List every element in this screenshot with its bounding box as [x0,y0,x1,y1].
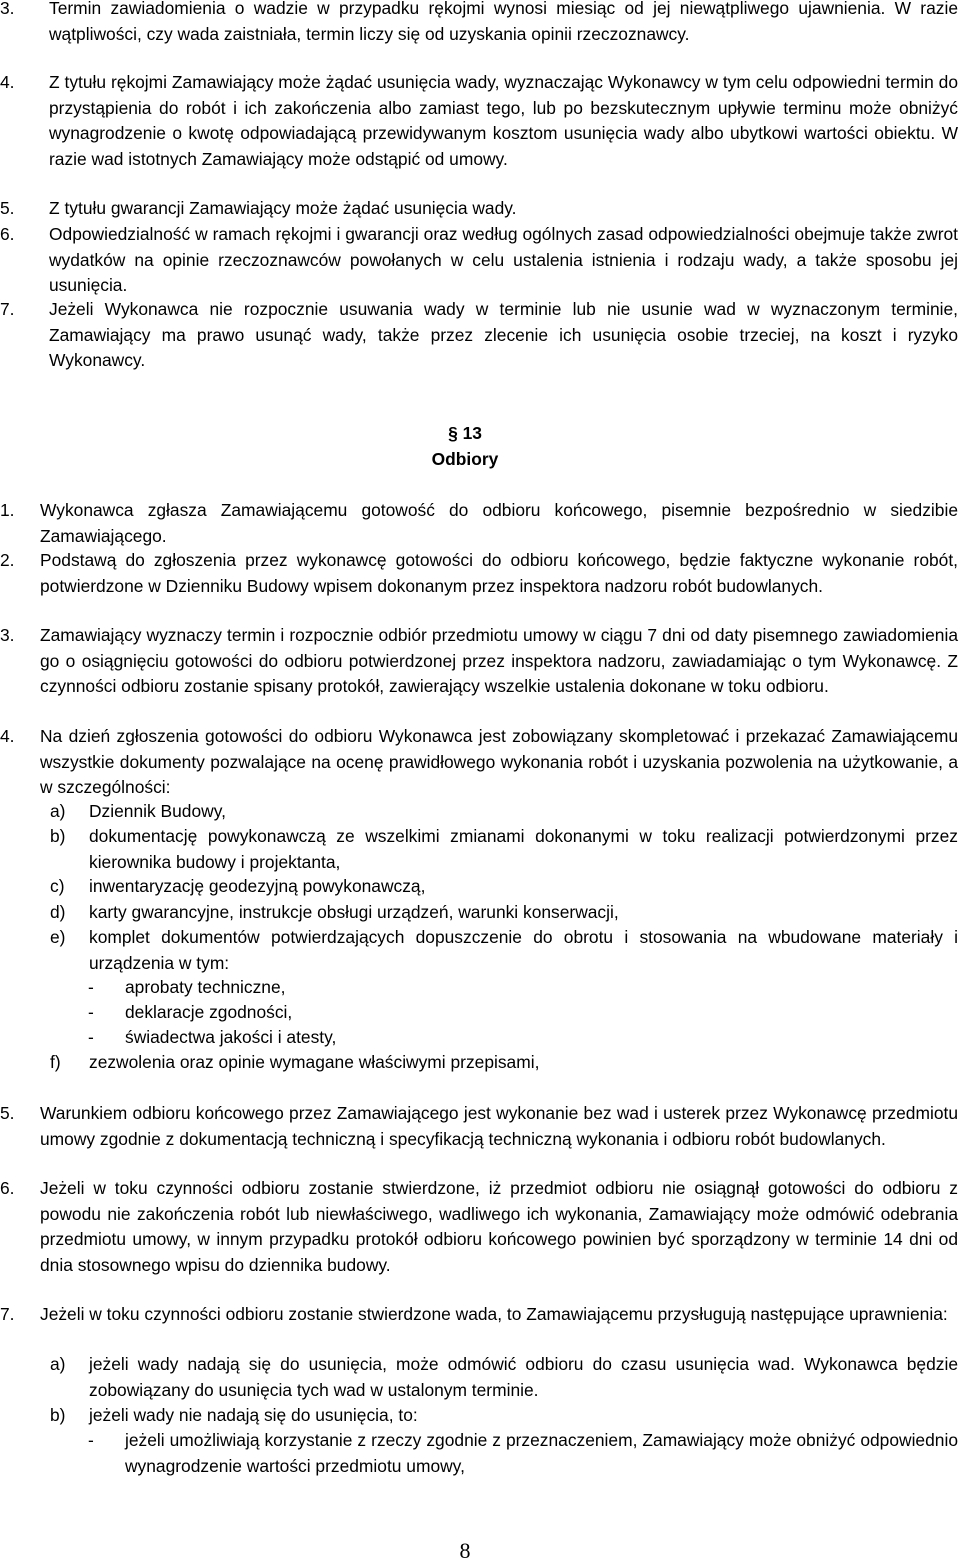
list-item [0,1302,958,1328]
sub-list-item [50,799,958,825]
dash-marker: - [88,977,94,997]
list-item-text: Jeżeli w toku czynności odbioru zostanie stwierdzone wada, to Zamawiającemu przysługują następujące uprawnienia: [40,1304,948,1324]
list-item-text: Podstawą do zgłoszenia przez wykonawcę gotowości do odbioru końcowego, będzie faktyczne wykonanie robót, potwierdzone w Dzienniku Budowy wpisem dokonanym przez inspektora nadzoru robót budowlanych. [40,550,958,596]
sub-list-item-letter: a) [50,801,66,821]
list-item-number: 3. [0,625,15,645]
sub-list-item-text: jeżeli wady nie nadają się do usunięcia, to: [89,1405,418,1425]
sub-list-item [50,874,958,900]
dash-list-item [88,975,958,1001]
sub-list-item-letter: c) [50,876,65,896]
sub-list-item-text: Dziennik Budowy, [89,801,226,821]
list-item-text: Termin zawiadomienia o wadzie w przypadku rękojmi wynosi miesiąc od jej niewątpliwego ujawnienia. W razie wątpliwości, czy wada zaistniała, termin liczy się od uzyskania opinii rzeczoznawcy. [49,0,958,44]
dash-list-item-text: świadectwa jakości i atesty, [125,1027,337,1047]
list-item-number: 6. [0,1178,15,1198]
list-item-text: Na dzień zgłoszenia gotowości do odbioru Wykonawca jest zobowiązany skompletować i przekazać Zamawiającemu wszystkie dokumenty pozwalające na ocenę prawidłowego wykonania robót i uzyskania pozwolenia na użytkowanie, a w szczególności: [40,726,958,797]
dash-marker: - [88,1002,94,1022]
sub-list-item-text: karty gwarancyjne, instrukcje obsługi urządzeń, warunki konserwacji, [89,902,619,922]
list-item-number: 5. [0,1103,15,1123]
list-item-text: Z tytułu gwarancji Zamawiający może żądać usunięcia wady. [49,198,517,218]
page-number: 8 [459,1538,471,1563]
dash-list-item-text: aprobaty techniczne, [125,977,286,997]
sub-list-item-text: dokumentację powykonawczą ze wszelkimi zmianami dokonanymi w toku realizacji potwierdzonymi przez kierownika budowy i projektanta, [89,826,958,872]
dash-list-item [88,1428,958,1479]
list-item [0,297,958,374]
dash-list-item [88,1025,958,1051]
sub-list-item-text: zezwolenia oraz opinie wymagane właściwymi przepisami, [89,1052,540,1072]
list-item [0,724,958,801]
list-item-text: Jeżeli w toku czynności odbioru zostanie stwierdzone, iż przedmiot odbioru nie osiągnął gotowości do odbioru z powodu nie zakończenia robót lub niewłaściwego, wadliwego ich wykonania, Zamawiający może odmówić odebrania przedmiotu umowy, w innym przypadku protokół odbioru końcowego powinien być sporządzony w terminie 14 dni od dnia stosownego wpisu do dziennika budowy. [40,1178,958,1275]
list-item-text: Warunkiem odbioru końcowego przez Zamawiającego jest wykonanie bez wad i usterek przez Wykonawcę przedmiotu umowy zgodnie z dokumentacją techniczną i specyfikacją techniczną wykonania i odbioru robót budowlanych. [40,1103,958,1149]
dash-list-item-text: jeżeli umożliwiają korzystanie z rzeczy zgodnie z przeznaczeniem, Zamawiający może obniżyć odpowiednio wynagrodzenie wartości przedmiotu umowy, [125,1430,958,1476]
list-item-number: 1. [0,500,15,520]
list-item-text: Wykonawca zgłasza Zamawiającemu gotowość do odbioru końcowego, pisemnie bezpośrednio w siedzibie Zamawiającego. [40,500,958,546]
sub-list-item-letter: b) [50,826,66,846]
list-item-number: 4. [0,726,15,746]
sub-list-item-letter: d) [50,902,66,922]
section-number [0,421,930,447]
list-item-number: 3. [0,0,15,18]
sub-list-item-text: jeżeli wady nadają się do usunięcia, może odmówić odbioru do czasu usunięcia wad. Wykonawca będzie zobowiązany do usunięcia tych wad w ustalonym terminie. [89,1354,958,1400]
sub-list-item-text: inwentaryzację geodezyjną powykonawczą, [89,876,426,896]
list-item [0,498,958,549]
list-item [0,548,958,599]
list-item-number: 5. [0,198,15,218]
list-item [0,1176,958,1278]
sub-list-item [50,1403,958,1429]
sub-list-item-letter: e) [50,927,66,947]
list-item [0,623,958,700]
list-item [0,1101,958,1152]
sub-list-item [50,824,958,875]
list-item-number: 4. [0,72,15,92]
list-item [0,70,958,172]
list-item-text: Zamawiający wyznaczy termin i rozpocznie odbiór przedmiotu umowy w ciągu 7 dni od daty pisemnego zawiadomienia go o osiągnięciu gotowości do odbioru potwierdzonej przez inspektora nadzoru, zawiadamiając o tym Wykonawcę. Z czynności odbioru zostanie spisany protokół, zawierający wszelkie ustalenia dokonane w toku odbioru. [40,625,958,696]
dash-marker: - [88,1430,94,1450]
sub-list-item [50,925,958,976]
sub-list-item [50,900,958,926]
list-item [0,222,958,299]
list-item-number: 7. [0,1304,15,1324]
sub-list-item-text: komplet dokumentów potwierdzających dopuszczenie do obrotu i stosowania na wbudowane materiały i urządzenia w tym: [89,927,958,973]
section-sign: § [448,423,463,443]
list-item-number: 2. [0,550,15,570]
sub-list-item-letter: b) [50,1405,66,1425]
list-item-number: 7. [0,299,15,319]
sub-list-item-letter: a) [50,1354,66,1374]
section-title: Odbiory [431,449,499,469]
list-item-text: Z tytułu rękojmi Zamawiający może żądać usunięcia wady, wyznaczając Wykonawcy w tym celu odpowiedni termin do przystąpienia do robót i ich zakończenia albo zamiast tego, lub po bezskutecznym upływie terminu może obniżyć wynagrodzenie o kwotę odpowiadającą przewidywanym kosztom usunięcia wady albo ubytkowi wartości obiektu. W razie wad istotnych Zamawiający może odstąpić od umowy. [49,72,958,169]
sub-list-item [50,1352,958,1403]
section-number-value: 13 [462,423,482,443]
list-item [0,196,958,222]
dash-marker: - [88,1027,94,1047]
dash-list-item-text: deklaracje zgodności, [125,1002,293,1022]
sub-list-item [50,1050,958,1076]
dash-list-item [88,1000,958,1026]
list-item [0,0,958,47]
list-item-number: 6. [0,224,15,244]
list-item-text: Odpowiedzialność w ramach rękojmi i gwarancji oraz według ogólnych zasad odpowiedzialności obejmuje także zwrot wydatków na opinie rzeczoznawców powołanych w celu ustalenia istnienia i rodzaju wady, a także sposobu jej usunięcia. [49,224,958,295]
list-item-text: Jeżeli Wykonawca nie rozpocznie usuwania wady w terminie lub nie usunie wad w wyznaczonym terminie, Zamawiający ma prawo usunąć wady, także przez zlecenie ich usunięcia osobie trzeciej, na koszt i ryzyko Wykonawcy. [49,299,958,370]
sub-list-item-letter: f) [50,1052,61,1072]
